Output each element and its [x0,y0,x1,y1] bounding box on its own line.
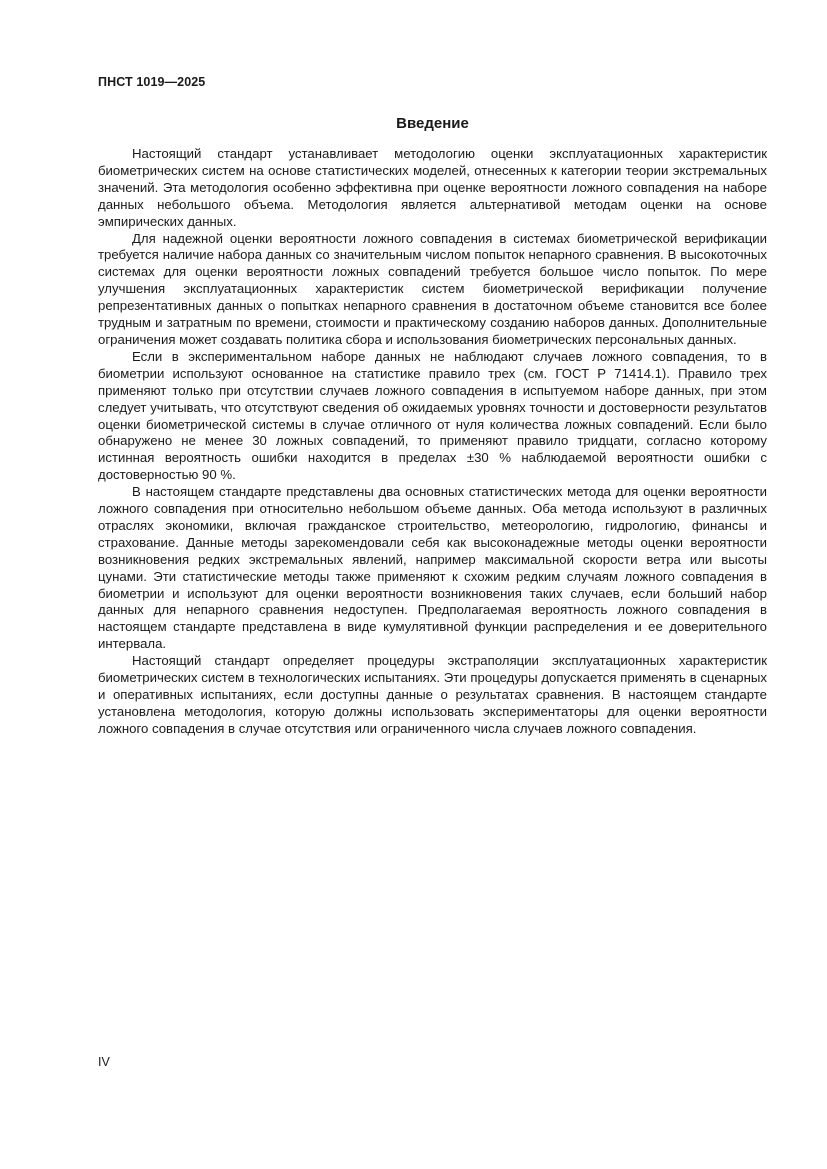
paragraph: Для надежной оценки вероятности ложного совпадения в системах биометрической верификации требуется наличие набора данных со значительным числом попыток непарного сравнения. В высокоточных системах для оценки вероятности ложных совпадений требуется большое число попыток. По мере улучшения эксплуатационных характеристик систем биометрической верификации получение репрезентативных данных о попытках непарного сравнения в достаточном объеме становится все более трудным и затратным по времени, стоимости и практическому созданию наборов данных. Дополнительные ограничения может создавать политика сбора и использования биометрических персональных данных. [98,230,767,347]
section-title: Введение [396,115,469,132]
document-id: ПНСТ 1019—2025 [98,75,206,89]
paragraph: В настоящем стандарте представлены два основных статистических метода для оценки вероятности ложного совпадения при относительно небольшом объеме данных. Оба метода используют в различных отраслях экономики, включая гражданское строительство, метеорологию, гидрологию, финансы и страхование. Данные методы зарекомендовали себя как высоконадежные методы оценки вероятности возникновения редких экстремальных явлений, например максимальной скорости ветра или высоты цунами. Эти статистические методы также применяют к схожим редким случаям ложного совпадения в биометрии и используют для оценки вероятности возникновения таких случаев, если больший набор данных для непарного сравнения недоступен. Предполагаемая вероятность ложного совпадения в настоящем стандарте представлена в виде кумулятивной функции распределения и ее доверительного интервала. [98,484,767,652]
paragraph: Если в экспериментальном наборе данных не наблюдают случаев ложного совпадения, то в биометрии используют основанное на статистике правило трех (см. ГОСТ Р 71414.1). Правило трех применяют только при отсутствии случаев ложного совпадения в испытуемом наборе данных, при этом следует учитывать, что отсутствуют сведения об ожидаемых уровнях точности и достоверности результатов оценки биометрической системы в случае отличного от нуля количества ложных совпадений. Если было обнаружено не менее 30 ложных совпадений, то применяют правило тридцати, согласно которому истинная вероятность ошибки находится в пределах ±30 % наблюдаемой вероятности ошибки с достоверностью 90 %. [98,348,767,483]
section-body [98,146,767,738]
page-number: IV [98,1055,110,1069]
paragraph: Настоящий стандарт устанавливает методологию оценки эксплуатационных характеристик биометрических систем на основе статистических моделей, отнесенных к категории теории экстремальных значений. Эта методология особенно эффективна при оценке вероятности ложного совпадения на наборе данных небольшого объема. Методология является альтернативой методам оценки на основе эмпирических данных. [98,146,767,229]
paragraph: Настоящий стандарт определяет процедуры экстраполяции эксплуатационных характеристик биометрических систем в технологических испытаниях. Эти процедуры допускается применять в сценарных и оперативных испытаниях, если доступны данные о результатах сравнения. В настоящем стандарте установлена методология, которую должны использовать экспериментаторы для оценки вероятности ложного совпадения в случае отсутствия или ограниченного числа случаев ложного совпадения. [98,653,767,736]
